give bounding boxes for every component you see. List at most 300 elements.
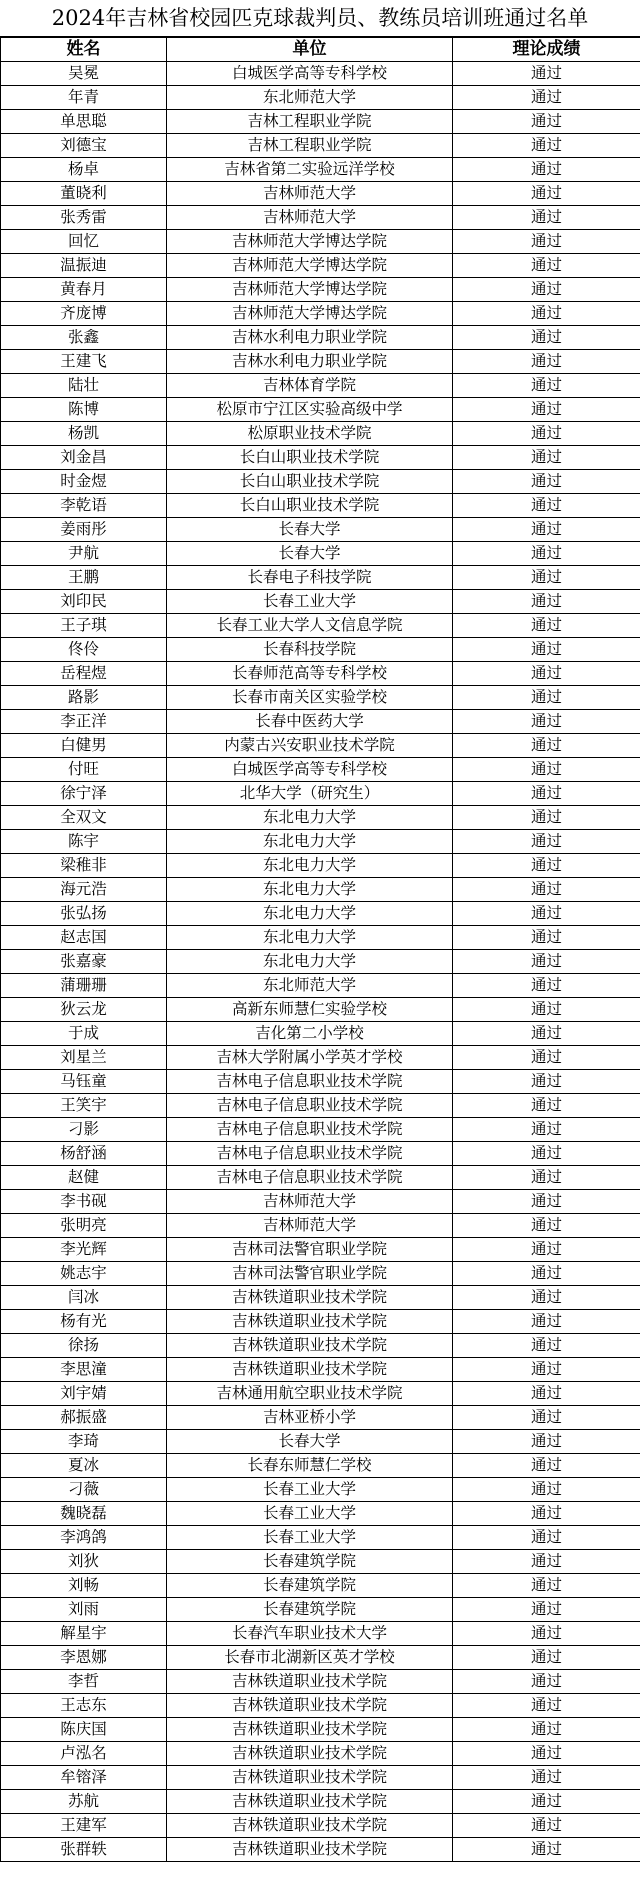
table-row	[1, 1598, 640, 1622]
result-cell: 通过	[453, 926, 640, 950]
result-cell: 通过	[453, 1478, 640, 1502]
table-row	[1, 1622, 640, 1646]
unit-cell: 东北电力大学	[167, 878, 453, 902]
result-cell: 通过	[453, 1670, 640, 1694]
unit-cell: 吉林铁道职业技术学院	[167, 1838, 453, 1862]
name-cell: 白健男	[1, 734, 167, 758]
name-cell: 付旺	[1, 758, 167, 782]
unit-cell: 吉林师范大学	[167, 206, 453, 230]
result-cell: 通过	[453, 1070, 640, 1094]
result-cell: 通过	[453, 494, 640, 518]
result-cell: 通过	[453, 878, 640, 902]
table-row	[1, 1238, 640, 1262]
table-row	[1, 1190, 640, 1214]
unit-cell: 吉林大学附属小学英才学校	[167, 1046, 453, 1070]
name-cell: 王志东	[1, 1694, 167, 1718]
result-cell: 通过	[453, 350, 640, 374]
result-cell: 通过	[453, 1574, 640, 1598]
result-cell: 通过	[453, 1838, 640, 1862]
unit-cell: 吉林铁道职业技术学院	[167, 1358, 453, 1382]
table-row	[1, 1262, 640, 1286]
result-cell: 通过	[453, 470, 640, 494]
table-row	[1, 1814, 640, 1838]
name-cell: 徐宁泽	[1, 782, 167, 806]
table-row	[1, 374, 640, 398]
unit-cell: 吉林司法警官职业学院	[167, 1238, 453, 1262]
table-row	[1, 302, 640, 326]
table-row	[1, 398, 640, 422]
result-cell: 通过	[453, 614, 640, 638]
unit-cell: 长春汽车职业技术大学	[167, 1622, 453, 1646]
result-cell: 通过	[453, 974, 640, 998]
result-cell: 通过	[453, 1286, 640, 1310]
table-row	[1, 182, 640, 206]
result-cell: 通过	[453, 662, 640, 686]
table-row	[1, 998, 640, 1022]
table-row	[1, 1142, 640, 1166]
unit-cell: 吉林师范大学博达学院	[167, 230, 453, 254]
result-cell: 通过	[453, 1742, 640, 1766]
table-row	[1, 230, 640, 254]
result-cell: 通过	[453, 1118, 640, 1142]
unit-cell: 长春建筑学院	[167, 1574, 453, 1598]
page-title: 2024年吉林省校园匹克球裁判员、教练员培训班通过名单	[0, 0, 640, 37]
name-cell: 杨舒涵	[1, 1142, 167, 1166]
unit-cell: 吉林师范大学博达学院	[167, 278, 453, 302]
result-cell: 通过	[453, 1694, 640, 1718]
unit-cell: 内蒙古兴安职业技术学院	[167, 734, 453, 758]
name-cell: 解星宇	[1, 1622, 167, 1646]
unit-cell: 东北电力大学	[167, 926, 453, 950]
result-cell: 通过	[453, 1358, 640, 1382]
unit-cell: 长春工业大学人文信息学院	[167, 614, 453, 638]
unit-cell: 长春中医药大学	[167, 710, 453, 734]
unit-cell: 长春东师慧仁学校	[167, 1454, 453, 1478]
name-cell: 杨卓	[1, 158, 167, 182]
name-cell: 陆壮	[1, 374, 167, 398]
unit-cell: 吉林省第二实验远洋学校	[167, 158, 453, 182]
table-row	[1, 1550, 640, 1574]
table-row	[1, 1310, 640, 1334]
result-cell: 通过	[453, 854, 640, 878]
name-cell: 李鸿鸽	[1, 1526, 167, 1550]
name-cell: 刘狄	[1, 1550, 167, 1574]
name-cell: 全双文	[1, 806, 167, 830]
result-cell: 通过	[453, 374, 640, 398]
table-row	[1, 110, 640, 134]
unit-cell: 东北电力大学	[167, 806, 453, 830]
name-cell: 牟镕泽	[1, 1766, 167, 1790]
result-cell: 通过	[453, 902, 640, 926]
name-cell: 梁稚非	[1, 854, 167, 878]
result-cell: 通过	[453, 326, 640, 350]
result-cell: 通过	[453, 182, 640, 206]
result-cell: 通过	[453, 1646, 640, 1670]
result-cell: 通过	[453, 1022, 640, 1046]
name-cell: 王子琪	[1, 614, 167, 638]
name-cell: 王笑宇	[1, 1094, 167, 1118]
table-row	[1, 614, 640, 638]
name-cell: 张嘉豪	[1, 950, 167, 974]
name-cell: 陈宇	[1, 830, 167, 854]
result-cell: 通过	[453, 1382, 640, 1406]
result-cell: 通过	[453, 1190, 640, 1214]
table-row	[1, 830, 640, 854]
column-header-unit: 单位	[167, 38, 453, 62]
name-cell: 时金煜	[1, 470, 167, 494]
table-row	[1, 974, 640, 998]
name-cell: 赵健	[1, 1166, 167, 1190]
result-cell: 通过	[453, 782, 640, 806]
table-row	[1, 854, 640, 878]
unit-cell: 吉林师范大学博达学院	[167, 254, 453, 278]
name-cell: 李书砚	[1, 1190, 167, 1214]
result-cell: 通过	[453, 998, 640, 1022]
name-cell: 黄春月	[1, 278, 167, 302]
name-cell: 年青	[1, 86, 167, 110]
table-row	[1, 1838, 640, 1862]
name-cell: 马钰童	[1, 1070, 167, 1094]
name-cell: 回忆	[1, 230, 167, 254]
table-row	[1, 1742, 640, 1766]
table-row	[1, 1334, 640, 1358]
table-row	[1, 806, 640, 830]
name-cell: 李思潼	[1, 1358, 167, 1382]
unit-cell: 长春电子科技学院	[167, 566, 453, 590]
name-cell: 尹航	[1, 542, 167, 566]
result-cell: 通过	[453, 1766, 640, 1790]
unit-cell: 吉林电子信息职业技术学院	[167, 1070, 453, 1094]
unit-cell: 东北师范大学	[167, 974, 453, 998]
table-row	[1, 206, 640, 230]
result-cell: 通过	[453, 62, 640, 86]
name-cell: 于成	[1, 1022, 167, 1046]
unit-cell: 吉林电子信息职业技术学院	[167, 1166, 453, 1190]
table-row	[1, 1118, 640, 1142]
name-cell: 温振迪	[1, 254, 167, 278]
result-cell: 通过	[453, 1142, 640, 1166]
unit-cell: 白城医学高等专科学校	[167, 62, 453, 86]
result-cell: 通过	[453, 566, 640, 590]
result-cell: 通过	[453, 134, 640, 158]
table-row	[1, 1094, 640, 1118]
table-row	[1, 470, 640, 494]
result-cell: 通过	[453, 1718, 640, 1742]
name-cell: 王建军	[1, 1814, 167, 1838]
name-cell: 郝振盛	[1, 1406, 167, 1430]
name-cell: 李哲	[1, 1670, 167, 1694]
name-cell: 苏航	[1, 1790, 167, 1814]
result-cell: 通过	[453, 398, 640, 422]
unit-cell: 长春建筑学院	[167, 1550, 453, 1574]
name-cell: 张弘扬	[1, 902, 167, 926]
table-row	[1, 542, 640, 566]
unit-cell: 吉林工程职业学院	[167, 134, 453, 158]
unit-cell: 吉林铁道职业技术学院	[167, 1718, 453, 1742]
unit-cell: 吉化第二小学校	[167, 1022, 453, 1046]
unit-cell: 松原职业技术学院	[167, 422, 453, 446]
result-cell: 通过	[453, 806, 640, 830]
result-cell: 通过	[453, 1790, 640, 1814]
result-cell: 通过	[453, 734, 640, 758]
result-cell: 通过	[453, 1502, 640, 1526]
unit-cell: 长春师范高等专科学校	[167, 662, 453, 686]
result-cell: 通过	[453, 302, 640, 326]
table-row	[1, 902, 640, 926]
name-cell: 张鑫	[1, 326, 167, 350]
unit-cell: 吉林电子信息职业技术学院	[167, 1142, 453, 1166]
table-row	[1, 1358, 640, 1382]
unit-cell: 吉林铁道职业技术学院	[167, 1334, 453, 1358]
name-cell: 陈庆国	[1, 1718, 167, 1742]
result-cell: 通过	[453, 110, 640, 134]
unit-cell: 吉林铁道职业技术学院	[167, 1694, 453, 1718]
name-cell: 张明亮	[1, 1214, 167, 1238]
unit-cell: 东北师范大学	[167, 86, 453, 110]
table-row	[1, 1166, 640, 1190]
unit-cell: 吉林师范大学	[167, 182, 453, 206]
column-header-result: 理论成绩	[453, 38, 640, 62]
table-row	[1, 1214, 640, 1238]
unit-cell: 吉林司法警官职业学院	[167, 1262, 453, 1286]
unit-cell: 长白山职业技术学院	[167, 494, 453, 518]
table-row	[1, 926, 640, 950]
name-cell: 李琦	[1, 1430, 167, 1454]
result-cell: 通过	[453, 1046, 640, 1070]
unit-cell: 吉林水利电力职业学院	[167, 350, 453, 374]
unit-cell: 长白山职业技术学院	[167, 446, 453, 470]
name-cell: 刁薇	[1, 1478, 167, 1502]
table-row	[1, 1790, 640, 1814]
unit-cell: 长春大学	[167, 518, 453, 542]
name-cell: 狄云龙	[1, 998, 167, 1022]
name-cell: 岳程煜	[1, 662, 167, 686]
table-row	[1, 566, 640, 590]
unit-cell: 白城医学高等专科学校	[167, 758, 453, 782]
result-cell: 通过	[453, 278, 640, 302]
result-cell: 通过	[453, 254, 640, 278]
result-cell: 通过	[453, 230, 640, 254]
name-cell: 姚志宇	[1, 1262, 167, 1286]
unit-cell: 松原市宁江区实验高级中学	[167, 398, 453, 422]
name-cell: 张群轶	[1, 1838, 167, 1862]
result-cell: 通过	[453, 1166, 640, 1190]
result-cell: 通过	[453, 1406, 640, 1430]
result-cell: 通过	[453, 1454, 640, 1478]
result-cell: 通过	[453, 86, 640, 110]
table-row	[1, 1430, 640, 1454]
name-cell: 刘雨	[1, 1598, 167, 1622]
unit-cell: 长春建筑学院	[167, 1598, 453, 1622]
result-cell: 通过	[453, 638, 640, 662]
unit-cell: 吉林铁道职业技术学院	[167, 1814, 453, 1838]
name-cell: 闫冰	[1, 1286, 167, 1310]
table-row	[1, 1574, 640, 1598]
name-cell: 杨有光	[1, 1310, 167, 1334]
name-cell: 刘宇婧	[1, 1382, 167, 1406]
name-cell: 蒲珊珊	[1, 974, 167, 998]
name-cell: 佟伶	[1, 638, 167, 662]
table-row	[1, 1286, 640, 1310]
result-cell: 通过	[453, 206, 640, 230]
unit-cell: 长春工业大学	[167, 1526, 453, 1550]
table-row	[1, 1766, 640, 1790]
result-cell: 通过	[453, 590, 640, 614]
unit-cell: 长春市北湖新区英才学校	[167, 1646, 453, 1670]
unit-cell: 吉林铁道职业技术学院	[167, 1742, 453, 1766]
unit-cell: 高新东师慧仁实验学校	[167, 998, 453, 1022]
result-cell: 通过	[453, 1310, 640, 1334]
table-row	[1, 446, 640, 470]
unit-cell: 北华大学（研究生）	[167, 782, 453, 806]
table-row	[1, 1670, 640, 1694]
result-cell: 通过	[453, 1334, 640, 1358]
table-row	[1, 1022, 640, 1046]
table-row	[1, 1070, 640, 1094]
result-cell: 通过	[453, 1238, 640, 1262]
unit-cell: 东北电力大学	[167, 830, 453, 854]
name-cell: 董晓利	[1, 182, 167, 206]
table-row	[1, 590, 640, 614]
unit-cell: 吉林铁道职业技术学院	[167, 1670, 453, 1694]
unit-cell: 吉林师范大学	[167, 1214, 453, 1238]
name-cell: 王建飞	[1, 350, 167, 374]
unit-cell: 吉林工程职业学院	[167, 110, 453, 134]
result-cell: 通过	[453, 1094, 640, 1118]
unit-cell: 吉林电子信息职业技术学院	[167, 1094, 453, 1118]
result-cell: 通过	[453, 1214, 640, 1238]
table-row	[1, 758, 640, 782]
name-cell: 李正洋	[1, 710, 167, 734]
result-cell: 通过	[453, 1550, 640, 1574]
name-cell: 李乾语	[1, 494, 167, 518]
result-cell: 通过	[453, 158, 640, 182]
table-row	[1, 878, 640, 902]
unit-cell: 长春工业大学	[167, 590, 453, 614]
result-cell: 通过	[453, 1526, 640, 1550]
result-cell: 通过	[453, 710, 640, 734]
result-cell: 通过	[453, 1814, 640, 1838]
table-row	[1, 1478, 640, 1502]
name-cell: 齐庞博	[1, 302, 167, 326]
result-cell: 通过	[453, 830, 640, 854]
unit-cell: 吉林体育学院	[167, 374, 453, 398]
unit-cell: 东北电力大学	[167, 950, 453, 974]
table-row	[1, 662, 640, 686]
unit-cell: 长春科技学院	[167, 638, 453, 662]
unit-cell: 吉林通用航空职业技术学院	[167, 1382, 453, 1406]
result-cell: 通过	[453, 950, 640, 974]
header-row	[1, 38, 640, 62]
table-row	[1, 1502, 640, 1526]
unit-cell: 吉林铁道职业技术学院	[167, 1286, 453, 1310]
table-row	[1, 1718, 640, 1742]
name-cell: 刘印民	[1, 590, 167, 614]
table-row	[1, 86, 640, 110]
name-cell: 刘星兰	[1, 1046, 167, 1070]
name-cell: 刘金昌	[1, 446, 167, 470]
column-header-name: 姓名	[1, 38, 167, 62]
table-row	[1, 326, 640, 350]
table-row	[1, 422, 640, 446]
table-row	[1, 638, 640, 662]
table-row	[1, 1406, 640, 1430]
unit-cell: 长春大学	[167, 542, 453, 566]
table-row	[1, 950, 640, 974]
results-table	[0, 37, 640, 1862]
table-row	[1, 1454, 640, 1478]
name-cell: 夏冰	[1, 1454, 167, 1478]
unit-cell: 吉林师范大学	[167, 1190, 453, 1214]
table-row	[1, 518, 640, 542]
table-row	[1, 710, 640, 734]
table-row	[1, 1526, 640, 1550]
name-cell: 张秀雷	[1, 206, 167, 230]
unit-cell: 长白山职业技术学院	[167, 470, 453, 494]
name-cell: 卢泓名	[1, 1742, 167, 1766]
result-cell: 通过	[453, 1622, 640, 1646]
table-row	[1, 686, 640, 710]
unit-cell: 吉林师范大学博达学院	[167, 302, 453, 326]
result-cell: 通过	[453, 758, 640, 782]
unit-cell: 吉林铁道职业技术学院	[167, 1790, 453, 1814]
unit-cell: 吉林铁道职业技术学院	[167, 1310, 453, 1334]
table-row	[1, 254, 640, 278]
table-row	[1, 158, 640, 182]
result-cell: 通过	[453, 1430, 640, 1454]
name-cell: 海元浩	[1, 878, 167, 902]
name-cell: 单思聪	[1, 110, 167, 134]
unit-cell: 长春工业大学	[167, 1502, 453, 1526]
table-row	[1, 350, 640, 374]
name-cell: 徐扬	[1, 1334, 167, 1358]
name-cell: 李恩娜	[1, 1646, 167, 1670]
unit-cell: 长春市南关区实验学校	[167, 686, 453, 710]
name-cell: 刁影	[1, 1118, 167, 1142]
unit-cell: 吉林铁道职业技术学院	[167, 1766, 453, 1790]
name-cell: 刘畅	[1, 1574, 167, 1598]
table-row	[1, 1382, 640, 1406]
unit-cell: 东北电力大学	[167, 902, 453, 926]
result-cell: 通过	[453, 542, 640, 566]
name-cell: 姜雨彤	[1, 518, 167, 542]
table-row	[1, 134, 640, 158]
result-cell: 通过	[453, 1598, 640, 1622]
table-row	[1, 1646, 640, 1670]
name-cell: 李光辉	[1, 1238, 167, 1262]
name-cell: 刘德宝	[1, 134, 167, 158]
name-cell: 陈博	[1, 398, 167, 422]
unit-cell: 吉林电子信息职业技术学院	[167, 1118, 453, 1142]
unit-cell: 长春大学	[167, 1430, 453, 1454]
table-row	[1, 782, 640, 806]
result-cell: 通过	[453, 1262, 640, 1286]
result-cell: 通过	[453, 518, 640, 542]
table-row	[1, 1694, 640, 1718]
result-cell: 通过	[453, 446, 640, 470]
name-cell: 王鹏	[1, 566, 167, 590]
unit-cell: 吉林水利电力职业学院	[167, 326, 453, 350]
name-cell: 吴冕	[1, 62, 167, 86]
table-row	[1, 734, 640, 758]
table-row	[1, 1046, 640, 1070]
result-cell: 通过	[453, 686, 640, 710]
table-row	[1, 278, 640, 302]
unit-cell: 东北电力大学	[167, 854, 453, 878]
name-cell: 魏晓磊	[1, 1502, 167, 1526]
unit-cell: 长春工业大学	[167, 1478, 453, 1502]
name-cell: 杨凯	[1, 422, 167, 446]
